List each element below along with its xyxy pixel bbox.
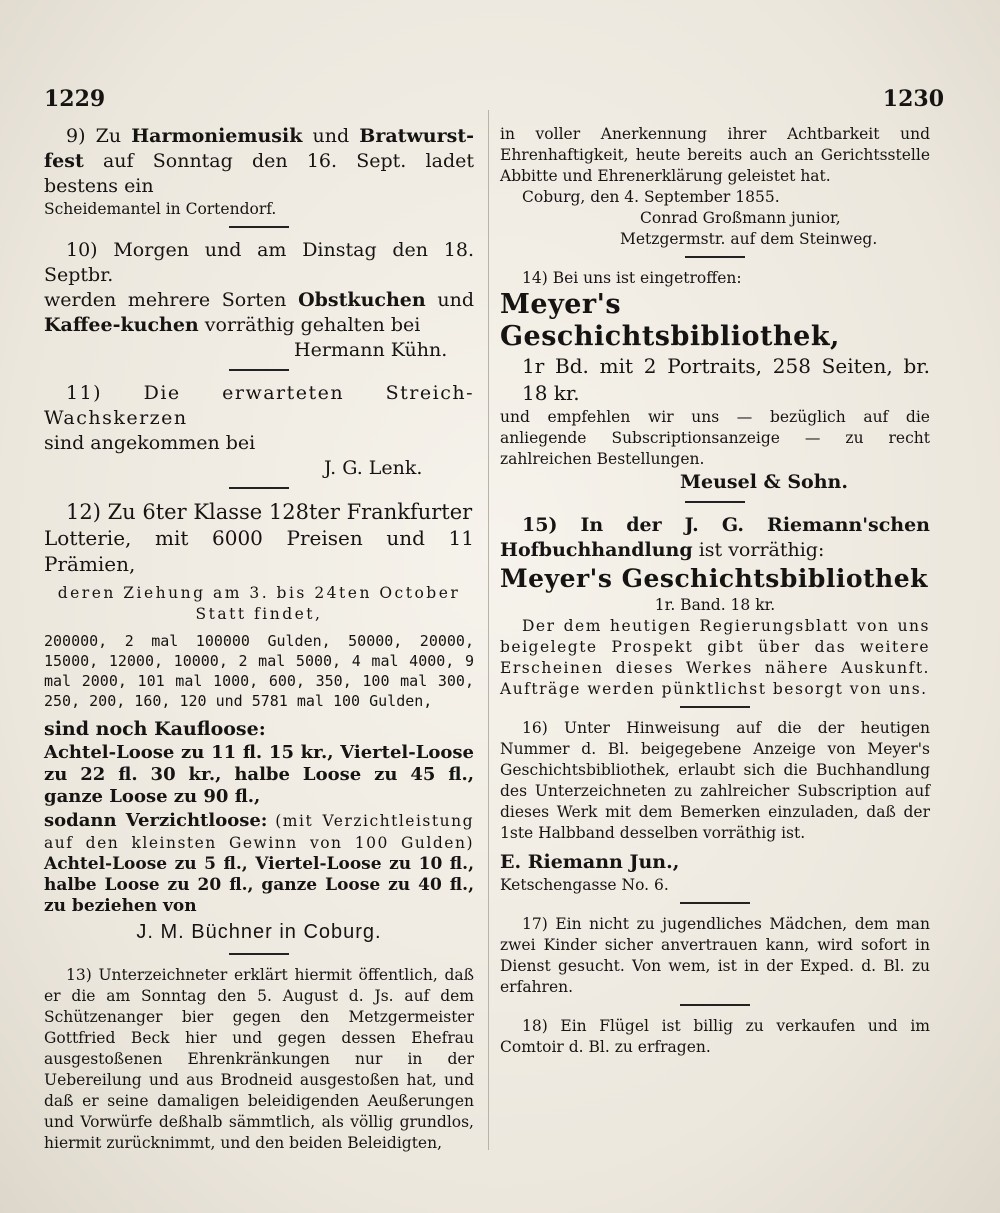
ad-18 (500, 1016, 930, 1058)
ad-15 (500, 513, 930, 700)
ad-9-title-b: Bratwurst-fest (44, 125, 474, 172)
separator-rule (680, 1004, 750, 1006)
ad-10 (44, 238, 474, 363)
separator-rule (229, 369, 289, 371)
ad-14-line1: 14) Bei uns ist eingetroffen: (522, 269, 742, 287)
separator-rule (685, 256, 745, 258)
ad-15-line1-rest: ist vorräthig: (698, 539, 825, 561)
ad-10-line3-rest: vorräthig gehalten bei (204, 314, 421, 336)
ad-16-signer: E. Riemann Jun., (500, 851, 680, 873)
ad-15-line1: 15) In der J. G. Riemann'schen Hofbuchhandlung (500, 514, 930, 561)
ad-9 (44, 124, 474, 220)
ad-12-line2: Lotterie, mit 6000 Preisen und 11 Prämien, (44, 526, 474, 576)
ad-9-rest: auf Sonntag den 16. Sept. ladet bestens ein (44, 150, 474, 197)
ad-12-line4: Statt findet, (195, 605, 323, 623)
ad-14-title: Meyer's Geschichtsbibliothek, (500, 289, 840, 352)
ad-13-continued (500, 124, 930, 250)
ad-12-signer: J. M. Büchner in Coburg. (136, 921, 382, 943)
ad-13-signer1: Conrad Großmann junior, (640, 209, 841, 227)
ad-10-line2-pre: werden mehrere Sorten (44, 289, 287, 311)
separator-rule (685, 501, 745, 503)
ad-14 (500, 268, 930, 495)
column-divider (488, 110, 489, 1150)
ad-10-line1: 10) Morgen und am Dinstag den 18. Septbr. (44, 239, 474, 286)
ad-16 (500, 718, 930, 896)
separator-rule (229, 953, 289, 955)
ad-11-line1: 11) Die erwarteten Streich-Wachskerzen (44, 382, 474, 429)
ad-15-title: Meyer's Geschichtsbibliothek (500, 564, 928, 593)
ad-16-address: Ketschengasse No. 6. (500, 876, 669, 894)
ad-15-subtitle: 1r. Band. 18 kr. (654, 596, 776, 614)
separator-rule (229, 487, 289, 489)
ad-9-number: 9) (66, 125, 86, 147)
ad-15-text: Der dem heutigen Regierungsblatt von uns beigelegte Prospekt gibt über das weitere Erscheinen dieses Werkes nähere Auskunft. Aufträge werden pünktlichst besorgt von uns. (500, 617, 930, 698)
ad-12-line3: deren Ziehung am 3. bis 24ten October (57, 584, 461, 602)
ad-13-place-date: Coburg, den 4. September 1855. (522, 188, 780, 206)
ad-12-line1: 12) Zu 6ter Klasse 128ter Frankfurter (66, 500, 473, 524)
page-number-right: 1230 (882, 86, 944, 112)
ad-13-cont-text: in voller Anerkennung ihrer Achtbarkeit und Ehrenhaftigkeit, heute bereits auch an Gerichtsstelle Abbitte und Ehrenerklärung geleistet hat. (500, 125, 930, 185)
ad-10-signer: Hermann Kühn. (294, 339, 448, 361)
ad-12-offer-title: sind noch Kaufloose: (44, 718, 266, 740)
page-number-left: 1229 (44, 86, 106, 112)
ad-14-text: und empfehlen wir uns — bezüglich auf die anliegende Subscriptionsanzeige — zu recht zahlreichen Bestellungen. (500, 408, 930, 468)
ad-11 (44, 381, 474, 481)
ad-13-text: 13) Unterzeichneter erklärt hiermit öffentlich, daß er die am Sonntag den 5. August d. Js. auf dem Schützenanger bier gegen den Metzgermeister Gottfried Beck hier und gegen dessen Ehefrau ausgestoßenen Ehrenkränkungen nur in der Uebereilung und aus Brodneid ausgestoßen hat, und daß er seine damaligen beleidigenden Aeußerungen und Vorwürfe deßhalb sämmtlich, als völlig grundlos, hiermit zurücknimmt, und den beiden Beleidigten, (44, 966, 474, 1152)
ad-10-title-b: Kaffee-kuchen (44, 314, 199, 336)
ad-12-waiver-note: (mit Verzichtleistung auf den kleinsten Gewinn von 100 Gulden) (44, 812, 474, 852)
ad-14-subtitle: 1r Bd. mit 2 Portraits, 258 Seiten, br. 18 kr. (522, 354, 930, 405)
ad-12 (44, 499, 474, 947)
ad-13 (44, 965, 474, 1154)
ad-17-text: 17) Ein nicht zu jugendliches Mädchen, dem man zwei Kinder sicher anvertrauen kann, wird sofort in Dienst gesucht. Von wem, ist in der Exped. d. Bl. zu erfahren. (500, 915, 930, 996)
right-column (500, 124, 930, 1058)
ad-12-prizes: 200000, 2 mal 100000 Gulden, 50000, 20000, 15000, 12000, 10000, 2 mal 5000, 4 mal 4000, 9 mal 2000, 101 mal 1000, 600, 350, 100 mal 300, 250, 200, 160, 120 und 5781 mal 100 Gulden, (44, 632, 474, 710)
ad-17 (500, 914, 930, 998)
ad-12-waiver-prices: Achtel-Loose zu 5 fl., Viertel-Loose zu 10 fl., halbe Loose zu 20 fl., ganze Loose zu 40 fl., zu beziehen von (44, 854, 474, 916)
ad-9-pre: Zu (95, 125, 122, 147)
ad-9-signer: Scheidemantel in Cortendorf. (44, 200, 277, 218)
ad-10-line2-mid: und (437, 289, 474, 311)
ad-18-text: 18) Ein Flügel ist billig zu verkaufen und im Comtoir d. Bl. zu erfragen. (500, 1017, 930, 1056)
separator-rule (229, 226, 289, 228)
ad-14-signer: Meusel & Sohn. (680, 471, 848, 493)
ad-10-title-a: Obstkuchen (298, 289, 426, 311)
ad-12-waiver-title: sodann Verzichtloose: (44, 810, 268, 831)
ad-13-signer2: Metzgermstr. auf dem Steinweg. (620, 230, 878, 248)
ad-9-mid: und (312, 125, 350, 147)
ad-9-title-a: Harmoniemusik (131, 125, 303, 147)
separator-rule (680, 902, 750, 904)
ad-11-signer: J. G. Lenk. (324, 457, 423, 479)
left-column (44, 124, 474, 1154)
ad-11-line2: sind angekommen bei (44, 432, 256, 454)
ad-16-text: 16) Unter Hinweisung auf die der heutigen Nummer d. Bl. beigegebene Anzeige von Meyer's Geschichtsbibliothek, erlaubt sich die Buchhandlung des Unterzeichneten zu zahlreicher Subscription auf dieses Werk mit dem Bemerken einzuladen, daß der 1ste Halbband desselben vorräthig ist. (500, 719, 930, 842)
separator-rule (680, 706, 750, 708)
ad-12-offer: Achtel-Loose zu 11 fl. 15 kr., Viertel-Loose zu 22 fl. 30 kr., halbe Loose zu 45 fl., ganze Loose zu 90 fl., (44, 742, 474, 807)
